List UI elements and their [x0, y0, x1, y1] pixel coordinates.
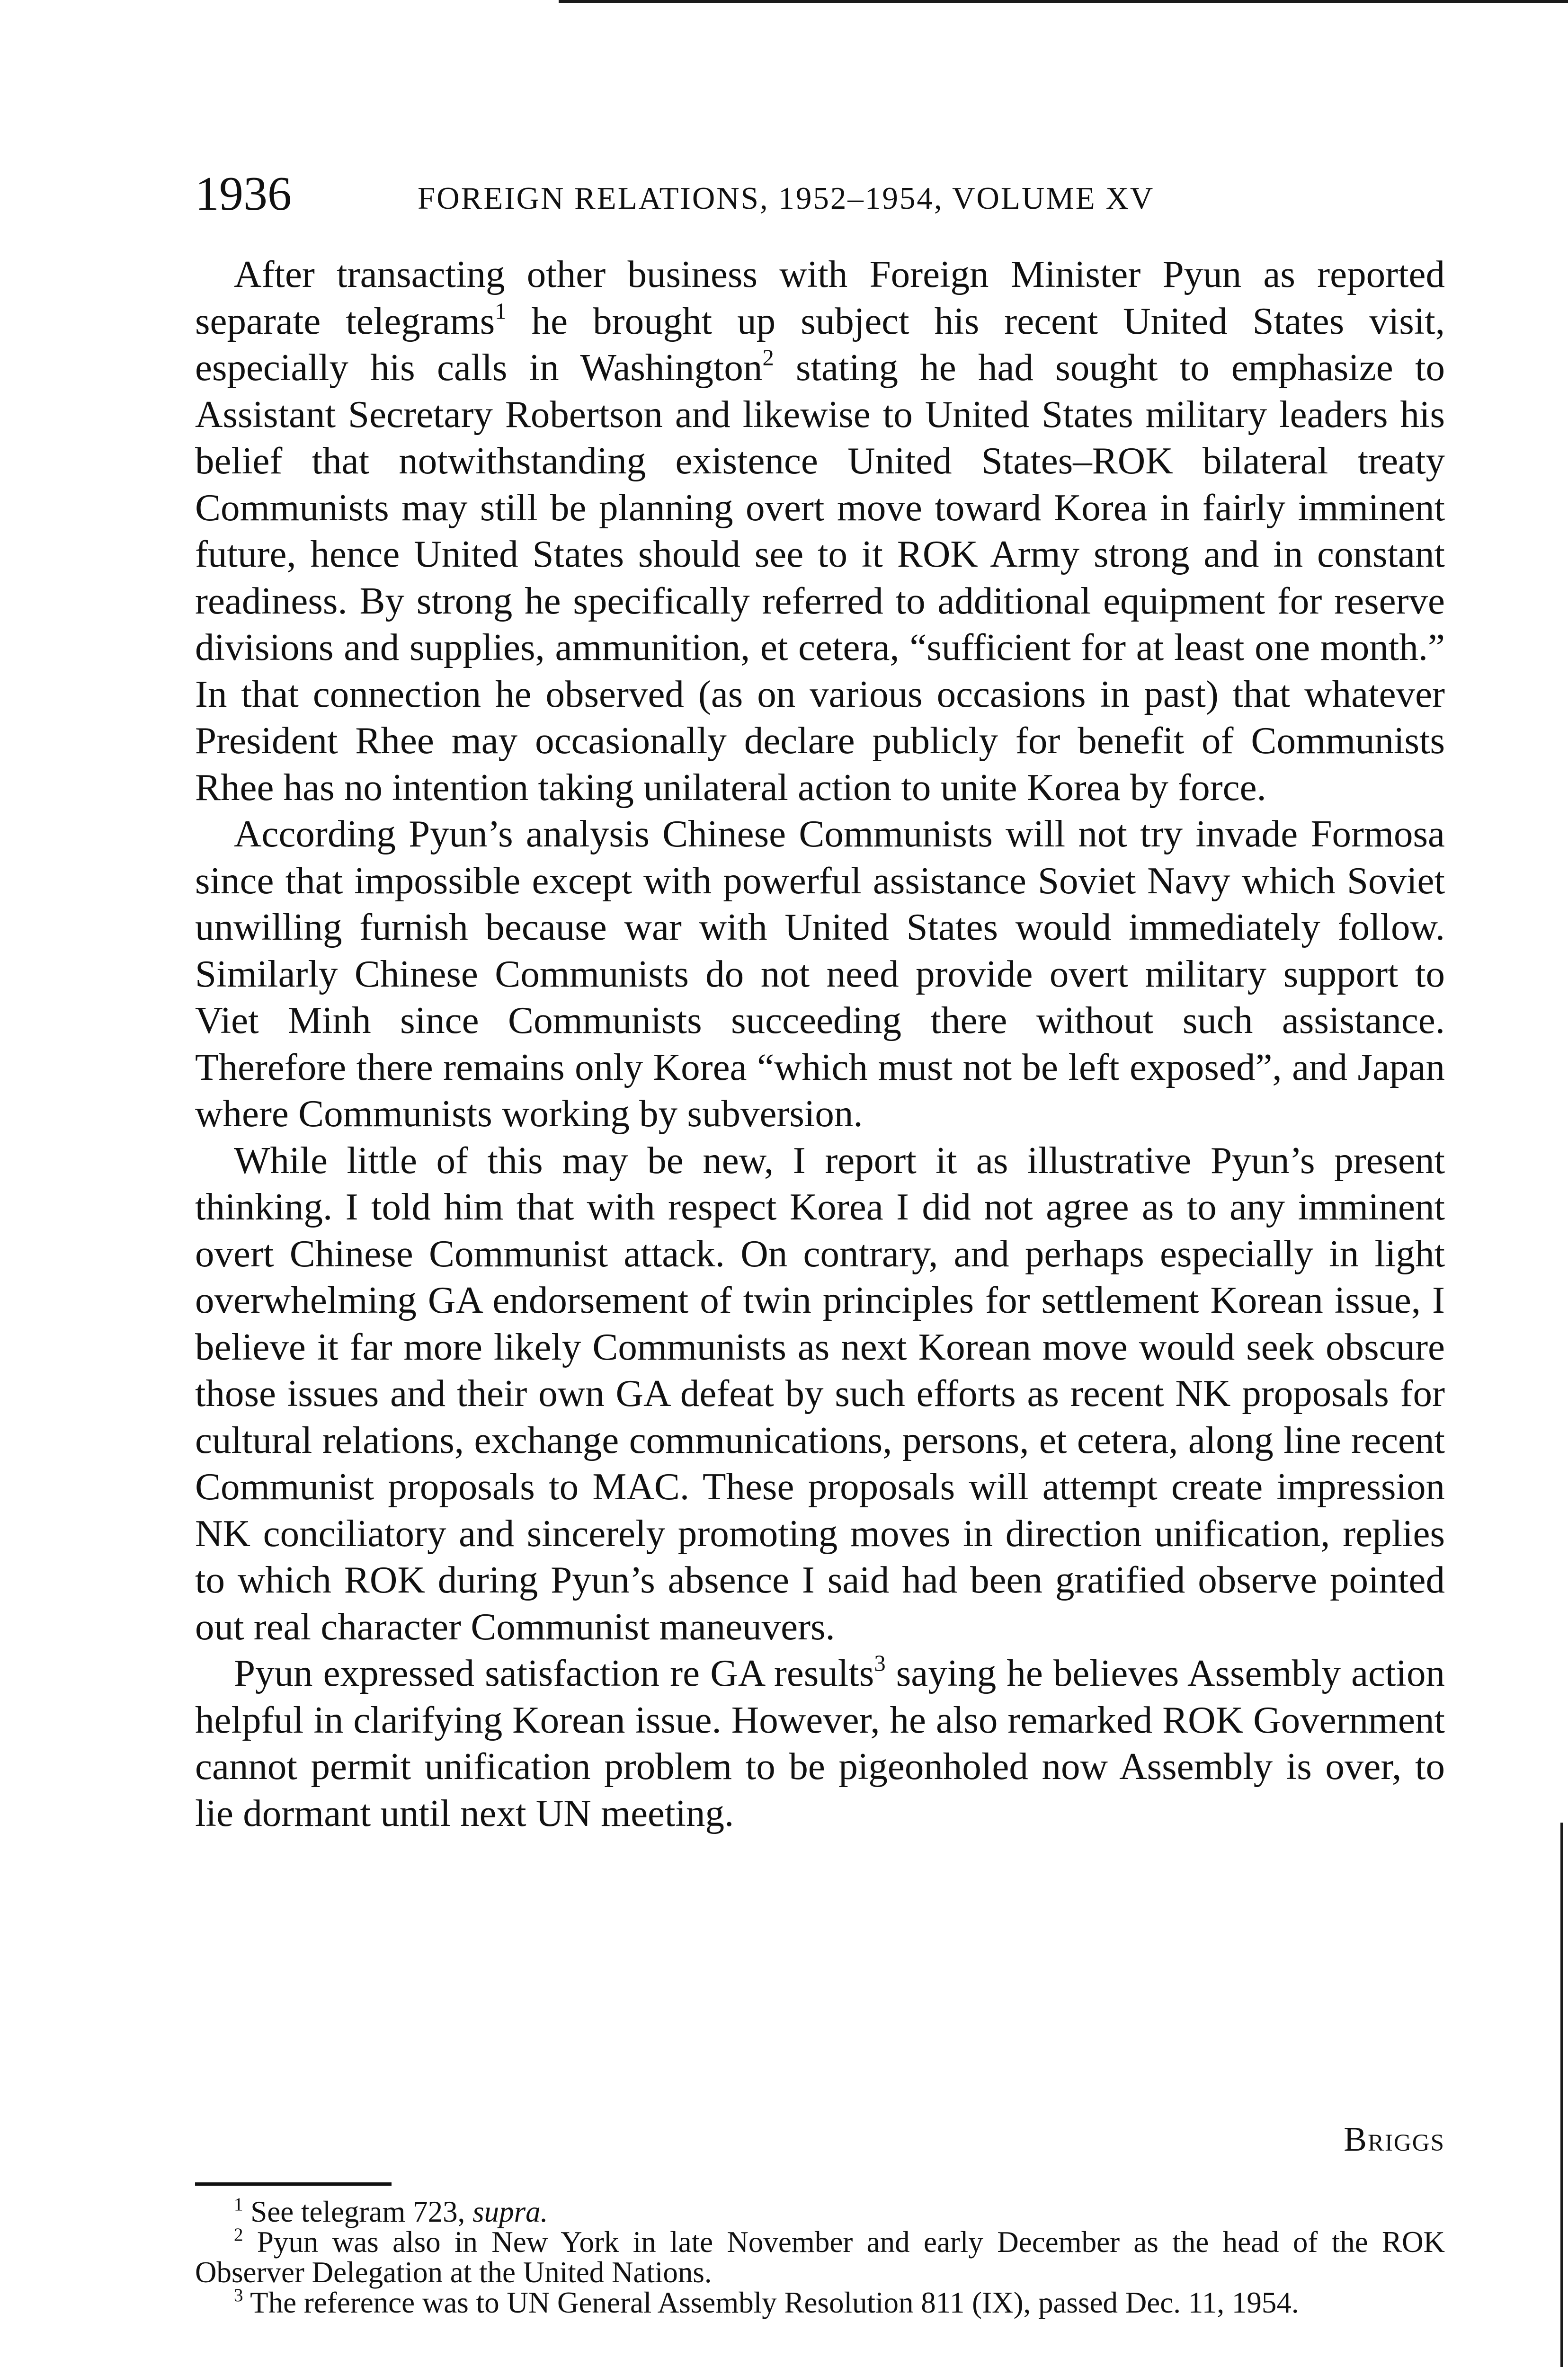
footnote-3	[195, 2287, 1445, 2318]
top-edge-rule	[559, 0, 1568, 3]
footnote-1-italic: supra.	[472, 2195, 548, 2228]
paragraph-1-part-b: he brought up subject his recent United States visit, especially his calls in Washington	[195, 299, 1445, 389]
paragraph-1-part-c: stating he had sought to emphasize to Assistant Secretary Robertson and likewise to United States military leaders his belief that notwithstanding existence United States–ROK bilateral treaty Communists may still be planning overt move toward Korea in fairly imminent future, hence United States should see to it ROK Army strong and in constant readiness. By strong he specifically referred to additional equipment for reserve divisions and supplies, ammunition, et cetera, “sufficient for at least one month.” In that connection he observed (as on various occasions in past) that whatever President Rhee may occasionally declare publicly for benefit of Communists Rhee has no intention taking unilateral action to unite Korea by force.	[195, 346, 1445, 809]
running-title: FOREIGN RELATIONS, 1952–1954, VOLUME XV	[418, 181, 1155, 216]
footnote-ref-1: 1	[495, 298, 507, 324]
running-head	[195, 163, 1445, 225]
right-edge-rule	[1560, 1823, 1563, 2367]
footnote-divider	[195, 2182, 392, 2186]
footnote-2	[195, 2224, 1445, 2289]
footnote-1-marker: 1	[234, 2194, 243, 2215]
paragraph-2: According Pyun’s analysis Chinese Communists will not try invade Formosa since that impossible except with powerful assistance Soviet Navy which Soviet unwilling furnish because war with United States would immediately follow. Similarly Chinese Communists do not need provide overt military support to Viet Minh since Communists succeeding there without such assistance. Therefore there remains only Korea “which must not be left exposed”, and Japan where Communists working by subversion.	[195, 812, 1445, 1135]
signature: Briggs	[1344, 2120, 1445, 2158]
footnote-3-marker: 3	[234, 2285, 243, 2305]
telegram-body	[195, 251, 1445, 1836]
paragraph-4-part-a: Pyun expressed satisfaction re GA results	[234, 1652, 874, 1694]
footnotes	[195, 2194, 1445, 2319]
footnote-ref-2: 2	[762, 345, 774, 371]
paragraph-3: While little of this may be new, I report it as illustrative Pyun’s present thinking. I told him that with respect Korea I did not agree as to any imminent overt Chinese Communist attack. On contrary, and perhaps especially in light overwhelming GA endorsement of twin principles for settlement Korean issue, I believe it far more likely Communists as next Korean move would seek obscure those issues and their own GA defeat by such efforts as recent NK proposals for cultural relations, exchange communications, persons, et cetera, along line recent Communist proposals to MAC. These proposals will attempt create impression NK conciliatory and sincerely promoting moves in direction unification, replies to which ROK during Pyun’s absence I said had been gratified observe pointed out real character Communist maneuvers.	[195, 1139, 1445, 1648]
footnote-ref-3: 3	[874, 1650, 886, 1676]
paragraph-1-part-a: After transacting other business with Foreign Minister Pyun as reported separate telegrams	[195, 253, 1445, 342]
page-number: 1936	[195, 167, 292, 221]
paragraph-1	[195, 251, 1445, 810]
footnote-2-marker: 2	[234, 2224, 243, 2245]
paragraph-4	[195, 1650, 1445, 1836]
footnote-1-text: See telegram 723,	[243, 2195, 473, 2228]
paragraph-4-part-b: saying he believes Assembly action helpful in clarifying Korean issue. However, he also remarked ROK Government cannot permit unification problem to be pigeonholed now Assembly is over, to lie dormant until next UN meeting.	[195, 1652, 1445, 1834]
footnote-3-text: The reference was to UN General Assembly Resolution 811 (IX), passed Dec. 11, 1954.	[243, 2286, 1299, 2319]
footnote-1	[195, 2194, 1445, 2228]
footnote-2-text: Pyun was also in New York in late November and early December as the head of the ROK Observer Delegation at the United Nations.	[195, 2225, 1445, 2289]
